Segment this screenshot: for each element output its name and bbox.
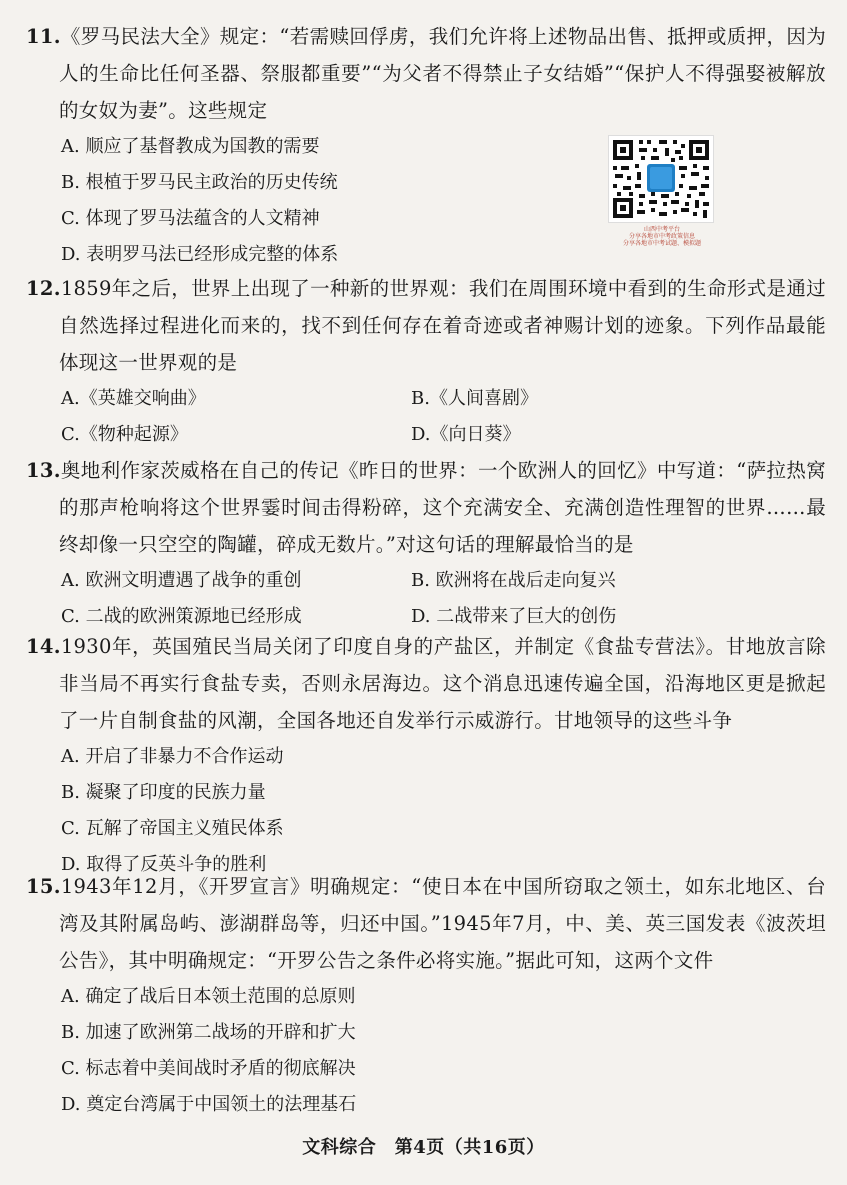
question-stem: 1930年，英国殖民当局关闭了印度自身的产盐区，并制定《食盐专营法》。甘地放言除非当局不再实行食盐专卖，否则永居海边。这个消息迅速传遍全国，沿海地区更是掀起了一片自制食盐的风潮，全国各地还自发举行示威游行。甘地领导的这些斗争: [59, 635, 826, 732]
option-a[interactable]: A. 确定了战后日本领土范围的总原则: [61, 986, 356, 1007]
option-a[interactable]: A. 开启了非暴力不合作运动: [61, 746, 284, 767]
qr-code-block: [608, 135, 716, 247]
question-text: [26, 868, 826, 979]
question-number: 13.: [26, 459, 61, 482]
page-footer: 文科综合 第4页（共16页）: [302, 1137, 545, 1158]
option-a[interactable]: A.《英雄交响曲》: [61, 388, 206, 409]
option-b[interactable]: B. 加速了欧洲第二战场的开辟和扩大: [61, 1022, 356, 1043]
option-b[interactable]: B. 根植于罗马民主政治的历史传统: [61, 172, 338, 193]
option-d[interactable]: D. 表明罗马法已经形成完整的体系: [61, 244, 339, 265]
qr-caption-line: 分享各地市中考试题、模拟题: [622, 240, 701, 247]
option-c[interactable]: C. 二战的欧洲策源地已经形成: [61, 606, 302, 627]
question-stem: 1943年12月，《开罗宣言》明确规定：“使日本在中国所窃取之领土，如东北地区、台湾及其附属岛屿、澎湖群岛等，归还中国。”1945年7月，中、美、英三国发表《波茨坦公告》，其中明确规定：“开罗公告之条件必将实施。”据此可知，这两个文件: [59, 875, 826, 972]
question-text: [26, 628, 826, 739]
option-b[interactable]: B. 欧洲将在战后走向复兴: [411, 570, 616, 591]
option-d[interactable]: D. 二战带来了巨大的创伤: [411, 606, 617, 627]
question-stem: 《罗马民法大全》规定：“若需赎回俘虏，我们允许将上述物品出售、抵押或质押，因为人的生命比任何圣器、祭服都重要”“为父者不得禁止子女结婚”“保护人不得强娶被解放的女奴为妻”。这些规定: [59, 25, 826, 122]
options-list: [61, 563, 826, 635]
option-a[interactable]: A. 欧洲文明遭遇了战争的重创: [61, 570, 302, 591]
options-row: [61, 381, 826, 417]
question-14: [26, 628, 826, 883]
option-d[interactable]: D. 奠定台湾属于中国领土的法理基石: [61, 1094, 357, 1115]
options-list: [61, 979, 826, 1123]
question-number: 14.: [26, 635, 61, 658]
options-row: [61, 417, 826, 453]
question-15: [26, 868, 826, 1123]
option-a[interactable]: A. 顺应了基督教成为国教的需要: [61, 136, 320, 157]
qr-caption: [608, 226, 716, 247]
question-number: 11.: [26, 25, 61, 48]
question-stem: 奥地利作家茨威格在自己的传记《昨日的世界：一个欧洲人的回忆》中写道：“萨拉热窝的那声枪响将这个世界霎时间击得粉碎，这个充满安全、充满创造性理智的世界……最终却像一只空空的陶罐，碎成无数片。”对这句话的理解最恰当的是: [59, 459, 826, 556]
options-list: [61, 739, 826, 883]
question-stem: 1859年之后，世界上出现了一种新的世界观：我们在周围环境中看到的生命形式是通过自然选择过程进化而来的，找不到任何存在着奇迹或者神赐计划的迹象。下列作品最能体现这一世界观的是: [59, 277, 826, 374]
question-12: [26, 270, 826, 453]
option-b[interactable]: B. 凝聚了印度的民族力量: [61, 782, 266, 803]
question-text: [26, 270, 826, 381]
option-d[interactable]: D. 取得了反英斗争的胜利: [61, 854, 267, 875]
option-c[interactable]: C. 标志着中美间战时矛盾的彻底解决: [61, 1058, 356, 1079]
qr-code-icon: [608, 135, 714, 223]
option-c[interactable]: C. 体现了罗马法蕴含的人文精神: [61, 208, 320, 229]
option-c[interactable]: C.《物种起源》: [61, 424, 188, 445]
question-number: 12.: [26, 277, 61, 300]
qr-caption-line: 山西中考平台: [643, 226, 680, 233]
options-list: [61, 381, 826, 453]
option-b[interactable]: B.《人间喜剧》: [411, 388, 538, 409]
question-text: [26, 18, 826, 129]
question-number: 15.: [26, 875, 61, 898]
question-13: [26, 452, 826, 635]
option-c[interactable]: C. 瓦解了帝国主义殖民体系: [61, 818, 284, 839]
question-text: [26, 452, 826, 563]
option-d[interactable]: D.《向日葵》: [411, 424, 521, 445]
options-row: [61, 563, 826, 599]
qr-caption-line: 分享各地市中考政策信息: [628, 233, 695, 240]
